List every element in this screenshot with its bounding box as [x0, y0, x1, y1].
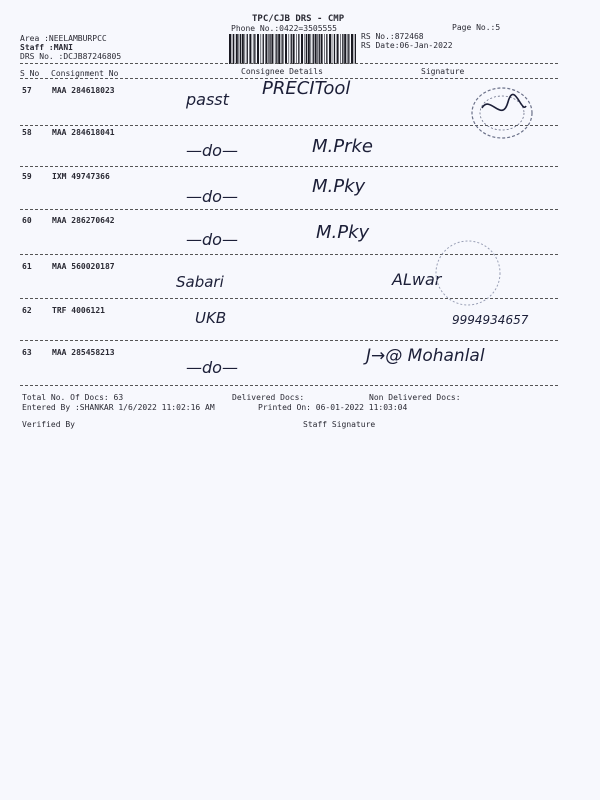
barcode-bar — [257, 34, 259, 64]
barcode-bar — [275, 34, 276, 64]
row-receiver-name: —do— — [186, 187, 238, 206]
row-receiver-name: Sabari — [176, 273, 224, 291]
row-consignment: IXM 49747366 — [52, 172, 110, 181]
barcode-bar — [265, 34, 267, 64]
barcode-bar — [351, 34, 353, 64]
barcode-bar — [337, 34, 339, 64]
table-bottom-divider — [20, 385, 558, 386]
barcode-bar — [293, 34, 295, 64]
barcode-bar — [281, 34, 282, 64]
barcode-bar — [308, 34, 310, 64]
row-consignment: TRF 4006121 — [52, 306, 105, 315]
barcode-bar — [355, 34, 356, 64]
page-number: Page No.:5 — [452, 23, 501, 32]
area-label: Area :NEELAMBURPCC — [20, 34, 107, 43]
barcode-bar — [348, 34, 349, 64]
col-signature: Signature — [421, 67, 465, 76]
row-sno: 63 — [22, 348, 32, 357]
barcode-bar — [247, 34, 248, 64]
row-sno: 61 — [22, 262, 32, 271]
col-sno: S No — [20, 69, 40, 78]
barcode-bar — [317, 34, 318, 64]
barcode-bar — [253, 34, 254, 64]
row-receiver-name: UKB — [195, 309, 227, 327]
document-title: TPC/CJB DRS - CMP — [252, 14, 345, 24]
col-consignee: Consignee Details — [241, 67, 323, 76]
barcode-bar — [233, 34, 234, 64]
barcode-bar — [285, 34, 287, 64]
barcode-bar — [291, 34, 292, 64]
barcode-bar — [313, 34, 314, 64]
row-signature: M.Prke — [312, 136, 374, 157]
barcode-bar — [289, 34, 290, 64]
barcode-bar — [315, 34, 317, 64]
row-consignment: MAA 286270642 — [52, 216, 115, 225]
barcode-bar — [326, 34, 327, 64]
barcode-bar — [311, 34, 312, 64]
barcode-bar — [334, 34, 335, 64]
barcode-bar — [278, 34, 280, 64]
row-sno: 60 — [22, 216, 32, 225]
barcode-bar — [332, 34, 333, 64]
barcode-bar — [242, 34, 244, 64]
phone-number: Phone No.:0422=3505555 — [231, 24, 337, 33]
barcode-bar — [276, 34, 277, 64]
row-receiver-name: —do— — [186, 230, 238, 249]
barcode-bar — [329, 34, 331, 64]
barcode-bar — [240, 34, 241, 64]
barcode-bar — [254, 34, 255, 64]
barcode-bar — [239, 34, 240, 64]
barcode-bar — [354, 34, 355, 64]
barcode-bar — [321, 34, 323, 64]
row-sno: 62 — [22, 306, 32, 315]
total-docs: Total No. Of Docs: 63 — [22, 393, 124, 402]
row-signature: ALwar — [392, 270, 442, 289]
row-receiver-name: —do— — [186, 358, 238, 377]
row-signature: J→@ Mohanlal — [366, 346, 485, 366]
printed-on: Printed On: 06-01-2022 11:03:04 — [258, 403, 408, 412]
barcode-bar — [249, 34, 251, 64]
row-divider — [20, 166, 558, 167]
office-stamp — [468, 84, 536, 142]
barcode-bar — [236, 34, 238, 64]
row-consignment: MAA 284618023 — [52, 86, 115, 95]
header-divider — [20, 63, 558, 64]
row-consignment: MAA 284618041 — [52, 128, 115, 137]
drs-number: DRS No. :DCJB87246805 — [20, 52, 122, 61]
barcode-bar — [344, 34, 346, 64]
row-consignment: MAA 285458213 — [52, 348, 115, 357]
entered-by: Entered By :SHANKAR 1/6/2022 11:02:16 AM — [22, 403, 215, 412]
row-receiver-name: —do— — [186, 141, 238, 160]
faded-stamp — [430, 238, 506, 308]
barcode-bar — [305, 34, 306, 64]
row-divider — [20, 209, 558, 210]
barcode-bar — [229, 34, 231, 64]
row-sno: 58 — [22, 128, 32, 137]
row-divider — [20, 340, 558, 341]
barcode-bar — [319, 34, 320, 64]
barcode-bar — [340, 34, 341, 64]
rs-number: RS No.:872468 — [361, 32, 424, 41]
row-sno: 57 — [22, 86, 32, 95]
rs-date: RS Date:06-Jan-2022 — [361, 41, 453, 50]
non-delivered-docs: Non Delivered Docs: — [369, 393, 461, 402]
staff-label: Staff :MANI — [20, 43, 73, 52]
barcode-bar — [324, 34, 325, 64]
row-consignment: MAA 560020187 — [52, 262, 115, 271]
barcode-bar — [263, 34, 264, 64]
barcode-bar — [298, 34, 299, 64]
staff-signature: Staff Signature — [303, 420, 376, 429]
barcode-bar — [268, 34, 269, 64]
barcode-bar — [261, 34, 262, 64]
delivered-docs: Delivered Docs: — [232, 393, 305, 402]
row-signature: M.Pky — [312, 176, 366, 197]
barcode-bar — [347, 34, 348, 64]
row-receiver-name: passt — [186, 90, 229, 109]
row-signature: PRECITool — [262, 78, 351, 99]
barcode-bar — [306, 34, 307, 64]
barcode-bar — [301, 34, 303, 64]
barcode-bar — [269, 34, 270, 64]
barcode-bar — [296, 34, 297, 64]
barcode-bar — [342, 34, 343, 64]
barcode-bar — [282, 34, 283, 64]
verified-by: Verified By — [22, 420, 75, 429]
barcode-bar — [271, 34, 273, 64]
barcode-bar — [245, 34, 246, 64]
barcode-bar — [232, 34, 233, 64]
row-sno: 59 — [22, 172, 32, 181]
barcode — [229, 34, 356, 64]
row-signature: 9994934657 — [452, 313, 529, 327]
col-consignment: Consignment No — [51, 69, 119, 78]
row-signature: M.Pky — [316, 222, 370, 243]
